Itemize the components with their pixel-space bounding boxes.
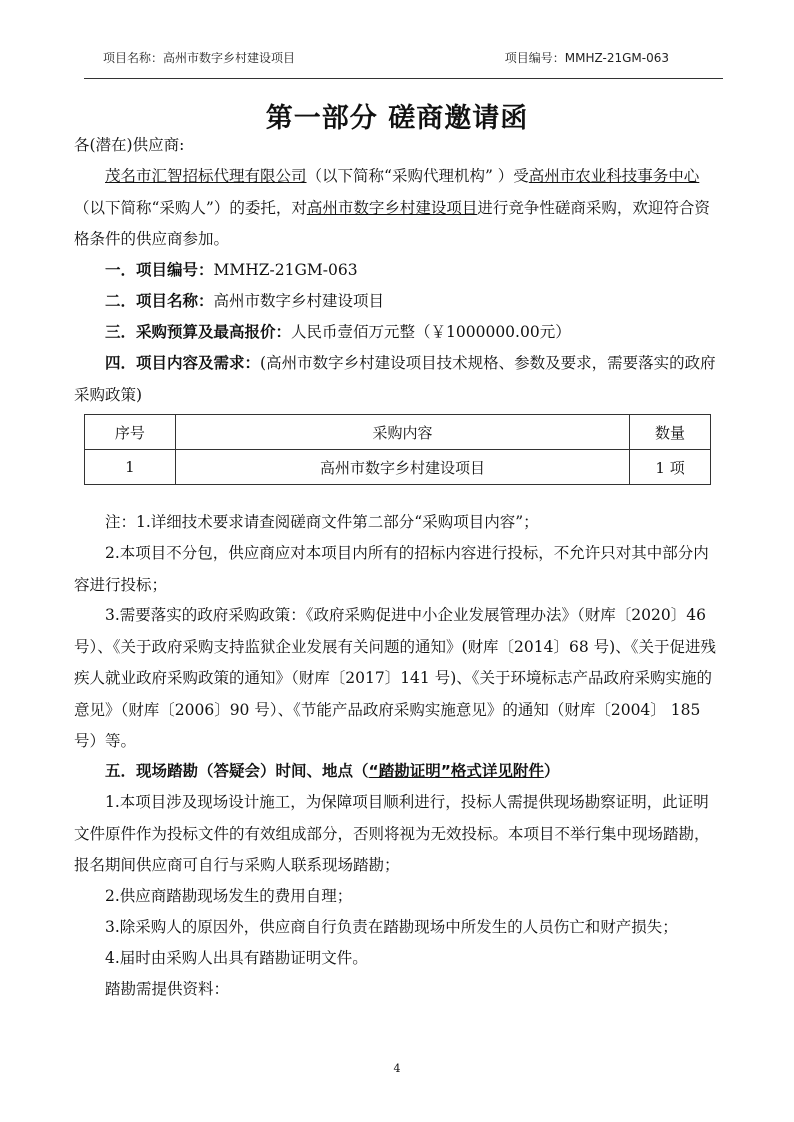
section-3-label: 三．采购预算及最高报价： [105,323,292,341]
section-4-value: (高州市数字乡村建设项目技术规格、参数及要求，需要落实的政府采购政策) [74,354,716,404]
table-cell: 1 [85,450,176,485]
note-1: 注：1.详细技术要求请查阅磋商文件第二部分“采购项目内容”； [105,513,539,531]
table-header-cell: 序号 [85,415,176,450]
note-3: 3.需要落实的政府采购政策：《政府采购促进中小企业发展管理办法》（财库〔2020〕46 号）、《关于政府采购支持监狱企业发展有关问题的通知》(财库〔2014〕68 号)、《关于促进残疾人就业政府采购政策的通知》（财库〔2017〕141 号)、《关于环境标志产品政府采购实施的意见》（财库〔2006〕90 号）、《节能产品政府采购实施意见》的通知（财库〔2004〕 185 号）等。 [74,606,716,750]
note-2: 2.本项目不分包，供应商应对本项目内所有的招标内容进行投标，不允许只对其中部分内容进行投标； [74,544,709,594]
section-5-label: 五．现场踏勘（答疑会）时间、地点（ [105,762,369,780]
table-cell: 高州市数字乡村建设项目 [175,450,629,485]
section-5-item-1: 1.本项目涉及现场设计施工，为保障项目顺利进行，投标人需提供现场勘察证明，此证明文件原件作为投标文件的有效组成部分，否则将视为无效投标。本项目不举行集中现场踏勘，报名期间供应商可自行与采购人联系现场踏勘； [74,793,710,874]
page-number: 4 [393,1062,401,1075]
section-2-label: 二．项目名称： [105,292,214,310]
page-title: 第一部分 磋商邀请函 [265,103,529,134]
section-5-end: ） [543,762,560,780]
section-5-item-5: 踏勘需提供资料： [105,980,230,998]
section-3 [74,317,724,349]
section-3-value: 人民币壹佰万元整（￥1000000.00元） [291,323,571,341]
section-5-item-3: 3.除采购人的原因外，供应商自行负责在踏勘现场中所发生的人员伤亡和财产损失； [105,918,678,936]
section-5 [74,756,724,788]
table-header-cell: 采购内容 [175,415,629,450]
header-rule [84,78,723,79]
header-project-name: 项目名称：高州市数字乡村建设项目 [103,51,296,65]
section-1-label: 一．项目编号： [105,261,214,279]
intro-text-3: 进行竞争性磋商采购，欢迎符合资格条件的供应商参加。 [74,198,710,248]
section-4-label: 四．项目内容及需求： [105,354,261,372]
section-2-value: 高州市数字乡村建设项目 [213,292,385,310]
section-2 [74,286,724,318]
table-row [85,450,711,485]
intro-paragraph [74,161,724,256]
section-5-item-4: 4.届时由采购人出具有踏勘证明文件。 [105,949,368,967]
section-1 [74,255,724,287]
intro-text-2: （以下简称“采购人”）的委托，对 [74,198,307,217]
intro-text-1: （以下简称“采购代理机构” ）受 [306,167,529,185]
salutation: 各(潜在)供应商: [74,136,185,154]
table-header-cell: 数量 [630,415,711,450]
table-header-row [85,415,711,450]
header-project-number: 项目编号：MMHZ-21GM-063 [504,51,669,65]
agency-name: 茂名市汇智招标代理有限公司 [105,167,307,185]
section-1-value: MMHZ-21GM-063 [213,261,358,279]
section-4 [74,348,724,411]
purchaser-name: 高州市农业科技事务中心 [528,167,700,185]
section-5-item-2: 2.供应商踏勘现场发生的费用自理； [105,887,353,905]
table-cell: 1 项 [630,450,711,485]
procurement-table [84,414,711,485]
project-name-link: 高州市数字乡村建设项目 [306,198,478,217]
section-5-underlined: “踏勘证明”格式详见附件 [368,762,544,780]
